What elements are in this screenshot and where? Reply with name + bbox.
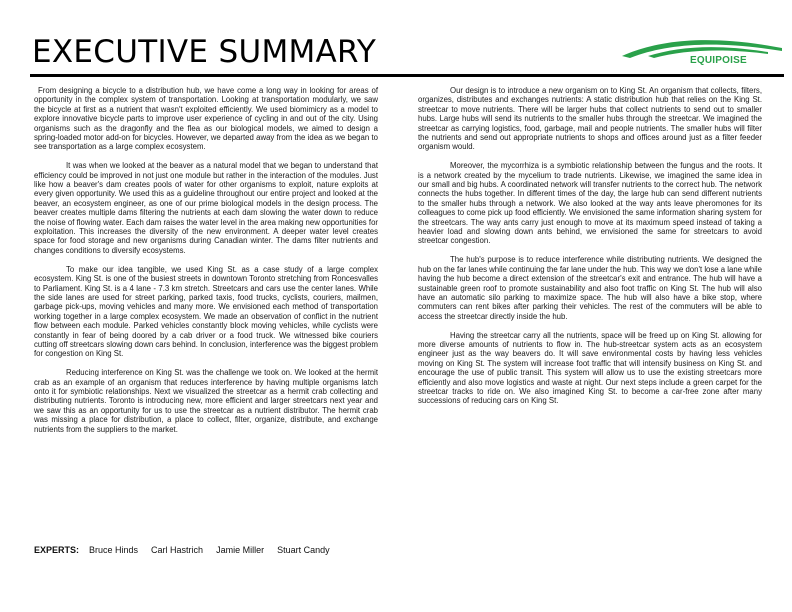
paragraph: It was when we looked at the beaver as a natural model that we began to understand that efficiency could be improved in not just one module but rather in the interaction of the modules. Just like how a beaver's dam creates pools of water for other organisms to exploit, nature exploits at every given opportunity. We used this as a guideline throughout our entire project and looked at the beaver, an ecosystem engineer, as one of our prime biological models in the design process. The beaver creates multiple dams filtering the nutrients at each dam slowing the water down to reduce the noise of flowing water. Each dam raises the water level in the area making new opportunities for exploitation. This increases the diversity of the new environment. A deeper water level creates space for food storage and new organisms during Canadian winter. The dams filter nutrients and changes conditions to diversify ecosystems. [34, 161, 378, 255]
expert-name: Stuart Candy [277, 545, 330, 555]
experts-label: EXPERTS: [34, 545, 80, 555]
page-title: EXECUTIVE SUMMARY [32, 34, 377, 70]
experts-footer [34, 545, 343, 555]
expert-name: Bruce Hinds [89, 545, 139, 555]
paragraph: Moreover, the mycorrhiza is a symbiotic relationship between the fungus and the roots. It is a network created by the mycelium to trade nutrients. Likewise, we imagined the same idea in our small and big hubs. A coordinated network will transfer nutrients to the correct hub. The network connects the hubs together. In different times of the day, the large hub can send different nutrients to the smaller hubs through a network. We also looked at the way ants leave pheromones for its colleagues to come pick up food efficiently. We envisioned the same information sharing system for the streetcars. The way ants carry just enough to move at its maximum speed instead of taking a heavier load and slowing down ants behind, we envisioned the same for streetcars to avoid streetcar congestion. [418, 161, 762, 246]
paragraph: From designing a bicycle to a distribution hub, we have come a long way in looking for areas of opportunity in the complex system of transportation. Looking at transportation modularly, we saw the bicycle at first as a nutrient that wasn't exploited efficiently. We used biomimicry as a model to explore innovative bicycle parts to improve user experience of cycling in and out of the city. Using organisms such as the dragonfly and the flea as our biological models, we aimed to design a spring-loaded motor add-on for bicycles. However, we departed away from the idea as we began to see transportation as a large complex ecosystem. [34, 86, 378, 152]
left-column [34, 86, 378, 443]
paragraph: The hub's purpose is to reduce interference while distributing nutrients. We designed the hub on the far lanes while continuing the far lane under the hub. This way we don't lose a lane while having the hub become a direct extension of the streetcar's exit and entrance. The hub will have a sustainable green roof to promote sustainability and also foot traffic on King St. The hub will also have an automatic silo parking to maximize space. The hub will also have a bike stop, where commuters can rent bikes after parking their vehicles. The rest of the commuters will be able to access the streetcar directly inside the hub. [418, 255, 762, 321]
title-rule [30, 74, 784, 77]
paragraph: To make our idea tangible, we used King St. as a case study of a large complex ecosystem. King St. is one of the busiest streets in downtown Toronto stretching from Roncesvalles to Parliament. King St. is a 4 lane - 7.3 km stretch. Streetcars and cars use the center lanes. While the side lanes are used for street parking, parked taxis, food trucks, cyclists, couriers, mailmen, garbage pick-ups, moving vehicles and many more. We envisioned each method of transportation working together in a large complex ecosystem. We made an observation of conflict in the nutrient flow between each module. Parked vehicles constantly block moving vehicles, while cyclists were constantly in fear of being doored by a cab driver or a food truck. We witnessed bike couriers cutting off streetcars slowing down cars behind. In conclusion, interference was the biggest problem for congestion on King St. [34, 264, 378, 359]
paragraph: Reducing interference on King St. was the challenge we took on. We looked at the hermit crab as an example of an organism that reduces interference by having multiple organisms latch onto it for symbiotic relationships. Next we visualized the streetcar as a hermit crab collecting and distributing nutrients. Toronto is introducing new, more efficient and larger streetcars next year and we saw this as an opportunity for us to use the streetcar as a nutrient distributor. The hermit crab was missing a place for distribution, a place to collect, filter, organize, distribute, and exchange nutrients from the suppliers to the market. [34, 368, 378, 434]
paragraph: Having the streetcar carry all the nutrients, space will be freed up on King St. allowing for more diverse amounts of nutrients to flow in. The hub-streetcar system acts as an ecosystem engineer just as the way beavers do. It will save environmental costs by having less vehicles moving on King St. The system will increase foot traffic that will intensify business on King St. and encourage the use of public transit. This system will allow us to use the existing streetcars more efficiently and also move logistics and waste at night. Our next steps include a green carpet for the streetcar tracks to ride on. We also imagined King St. to become a car-free zone after many successions of reducing cars on King St. [418, 330, 762, 406]
expert-name: Carl Hastrich [151, 545, 204, 555]
expert-name: Jamie Miller [216, 545, 265, 555]
paragraph: Our design is to introduce a new organism on to King St. An organism that collects, filters, organizes, distributes and exchanges nutrients: A static distribution hub that relies on the King St. streetcar to move nutrients. There will be larger hubs that collect nutrients to send out to smaller hubs. Large hubs will send its nutrients to the smaller hubs through the streetcar. We imagined the streetcar as carrying logistics, food, garbage, mail and people nutrients. The smaller hubs will filter the nutrients and send out appropriate nutrients to shops and offices around just as a filter feeder organism would. [418, 86, 762, 152]
right-column [418, 86, 762, 415]
logo-text: EQUIPOISE [690, 55, 747, 66]
